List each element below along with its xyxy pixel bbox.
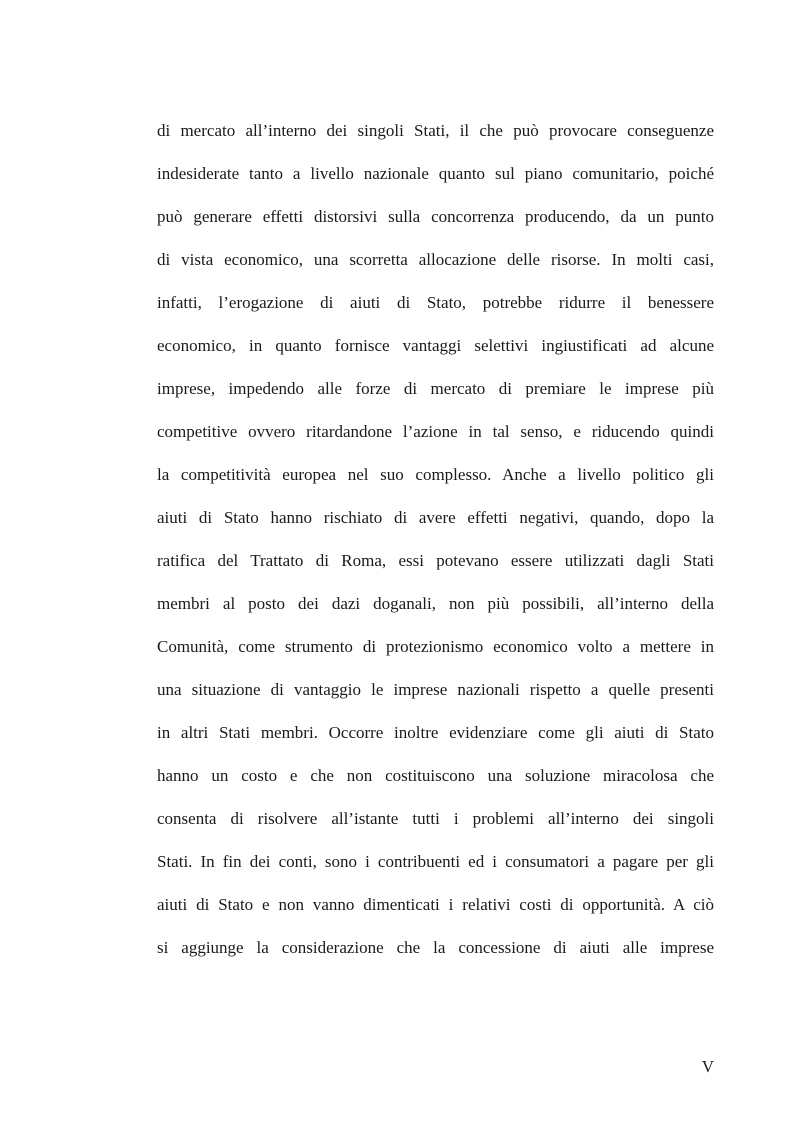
text-line: infatti, l’erogazione di aiuti di Stato, potrebbe ridurre il benessere — [157, 293, 714, 312]
text-line: competitive ovvero ritardandone l’azione in tal senso, e riducendo quindi — [157, 422, 714, 441]
text-line: può generare effetti distorsivi sulla concorrenza producendo, da un punto — [157, 207, 714, 226]
text-line: imprese, impedendo alle forze di mercato di premiare le imprese più — [157, 379, 714, 398]
text-line: si aggiunge la considerazione che la concessione di aiuti alle imprese — [157, 938, 714, 957]
text-line: in altri Stati membri. Occorre inoltre evidenziare come gli aiuti di Stato — [157, 723, 714, 742]
body-paragraph — [157, 117, 714, 977]
text-line: Stati. In fin dei conti, sono i contribuenti ed i consumatori a pagare per gli — [157, 852, 714, 871]
text-line: ratifica del Trattato di Roma, essi potevano essere utilizzati dagli Stati — [157, 551, 714, 570]
text-line: membri al posto dei dazi doganali, non più possibili, all’interno della — [157, 594, 714, 613]
page-number: V — [701, 1057, 714, 1076]
text-line: consenta di risolvere all’istante tutti i problemi all’interno dei singoli — [157, 809, 714, 828]
text-line: hanno un costo e che non costituiscono una soluzione miracolosa che — [157, 766, 714, 785]
text-line: indesiderate tanto a livello nazionale quanto sul piano comunitario, poiché — [157, 164, 714, 183]
text-line: di mercato all’interno dei singoli Stati, il che può provocare conseguenze — [157, 121, 714, 140]
text-line: una situazione di vantaggio le imprese nazionali rispetto a quelle presenti — [157, 680, 714, 699]
text-line: aiuti di Stato hanno rischiato di avere effetti negativi, quando, dopo la — [157, 508, 714, 527]
text-line: aiuti di Stato e non vanno dimenticati i relativi costi di opportunità. A ciò — [157, 895, 714, 914]
text-line: economico, in quanto fornisce vantaggi selettivi ingiustificati ad alcune — [157, 336, 714, 355]
text-line: di vista economico, una scorretta allocazione delle risorse. In molti casi, — [157, 250, 714, 269]
text-line: Comunità, come strumento di protezionismo economico volto a mettere in — [157, 637, 714, 656]
text-line: la competitività europea nel suo complesso. Anche a livello politico gli — [157, 465, 714, 484]
